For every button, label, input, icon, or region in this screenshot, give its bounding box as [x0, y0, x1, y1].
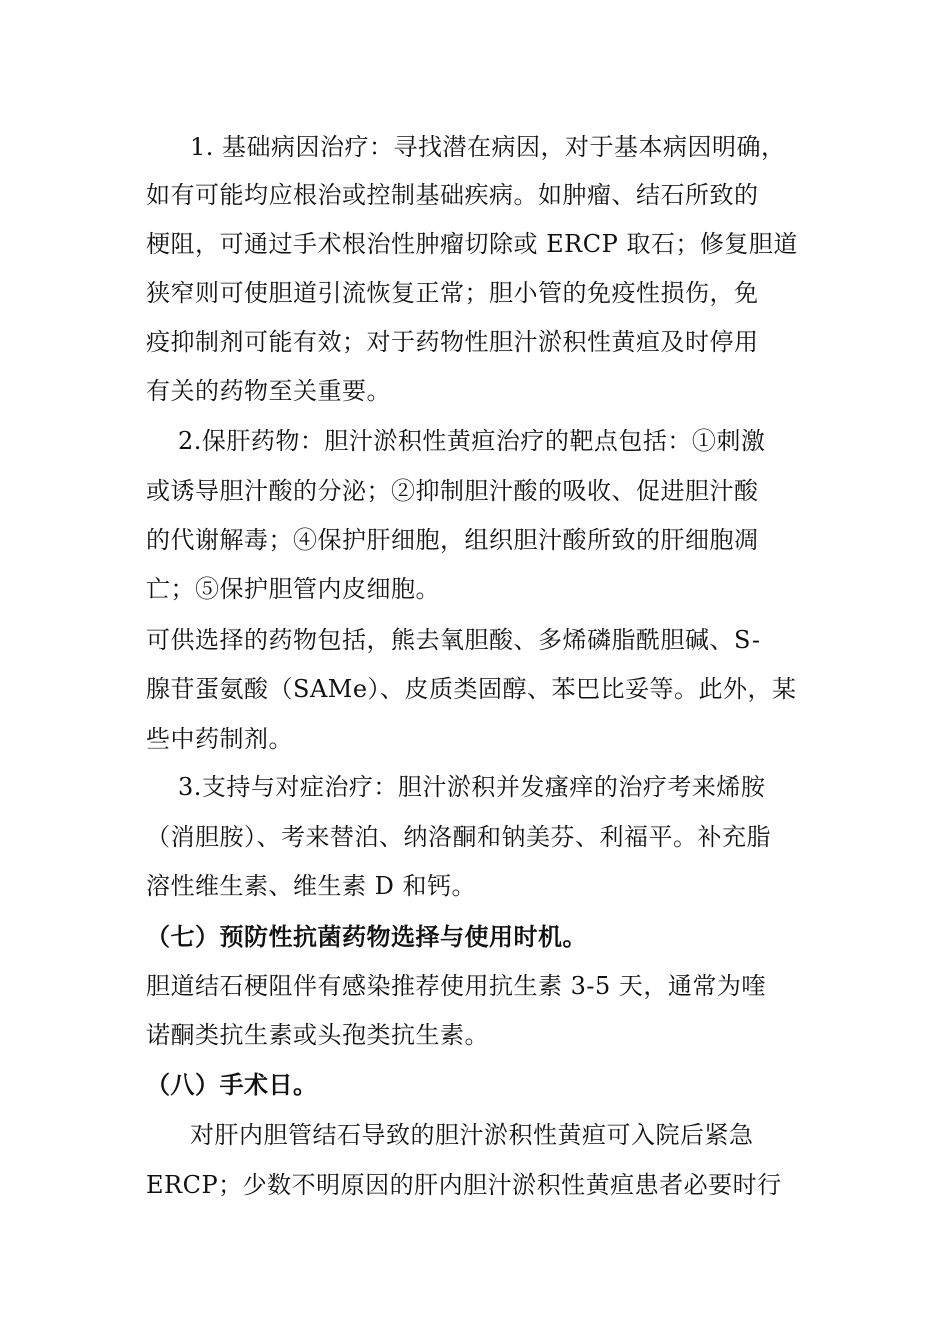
paragraph-line: ERCP；少数不明原因的肝内胆汁淤积性黄疸患者必要时行: [146, 1171, 782, 1199]
section-heading: （七）预防性抗菌药物选择与使用时机。: [146, 923, 587, 951]
paragraph-line: 诺酮类抗生素或头孢类抗生素。: [146, 1021, 489, 1049]
paragraph-line: 胆道结石梗阻伴有感染推荐使用抗生素 3-5 天，通常为喹: [146, 972, 766, 1000]
paragraph-line: 对肝内胆管结石导致的胆汁淤积性黄疸可入院后紧急: [190, 1121, 754, 1149]
paragraph-line: 疫抑制剂可能有效；对于药物性胆汁淤积性黄疸及时停用: [146, 328, 759, 356]
paragraph-line: 有关的药物至关重要。: [146, 377, 391, 405]
paragraph-line: 溶性维生素、维生素 D 和钙。: [146, 872, 476, 900]
paragraph-line: 3.支持与对症治疗：胆汁淤积并发瘙痒的治疗考来烯胺: [178, 773, 766, 801]
paragraph-line: 腺苷蛋氨酸（SAMe）、皮质类固醇、苯巴比妥等。此外，某: [146, 675, 797, 703]
paragraph-line: 2.保肝药物：胆汁淤积性黄疸治疗的靶点包括：①刺激: [178, 427, 766, 455]
paragraph-line: 亡；⑤保护胆管内皮细胞。: [146, 575, 440, 603]
paragraph-line: 1. 基础病因治疗：寻找潜在病因，对于基本病因明确，: [190, 133, 786, 161]
paragraph-line: （消胆胺）、考来替泊、纳洛酮和钠美芬、利福平。补充脂: [146, 823, 771, 851]
paragraph-line: 梗阻，可通过手术根治性肿瘤切除或 ERCP 取石；修复胆道: [146, 230, 798, 258]
section-heading: （八）手术日。: [146, 1071, 318, 1099]
paragraph-line: 可供选择的药物包括，熊去氧胆酸、多烯磷脂酰胆碱、S-: [146, 626, 761, 654]
paragraph-line: 狭窄则可使胆道引流恢复正常；胆小管的免疫性损伤，免: [146, 279, 759, 307]
paragraph-line: 些中药制剂。: [146, 725, 293, 753]
paragraph-line: 的代谢解毒；④保护肝细胞，组织胆汁酸所致的肝细胞凋: [146, 526, 759, 554]
paragraph-line: 或诱导胆汁酸的分泌；②抑制胆汁酸的吸收、促进胆汁酸: [146, 477, 759, 505]
paragraph-line: 如有可能均应根治或控制基础疾病。如肿瘤、结石所致的: [146, 181, 759, 209]
